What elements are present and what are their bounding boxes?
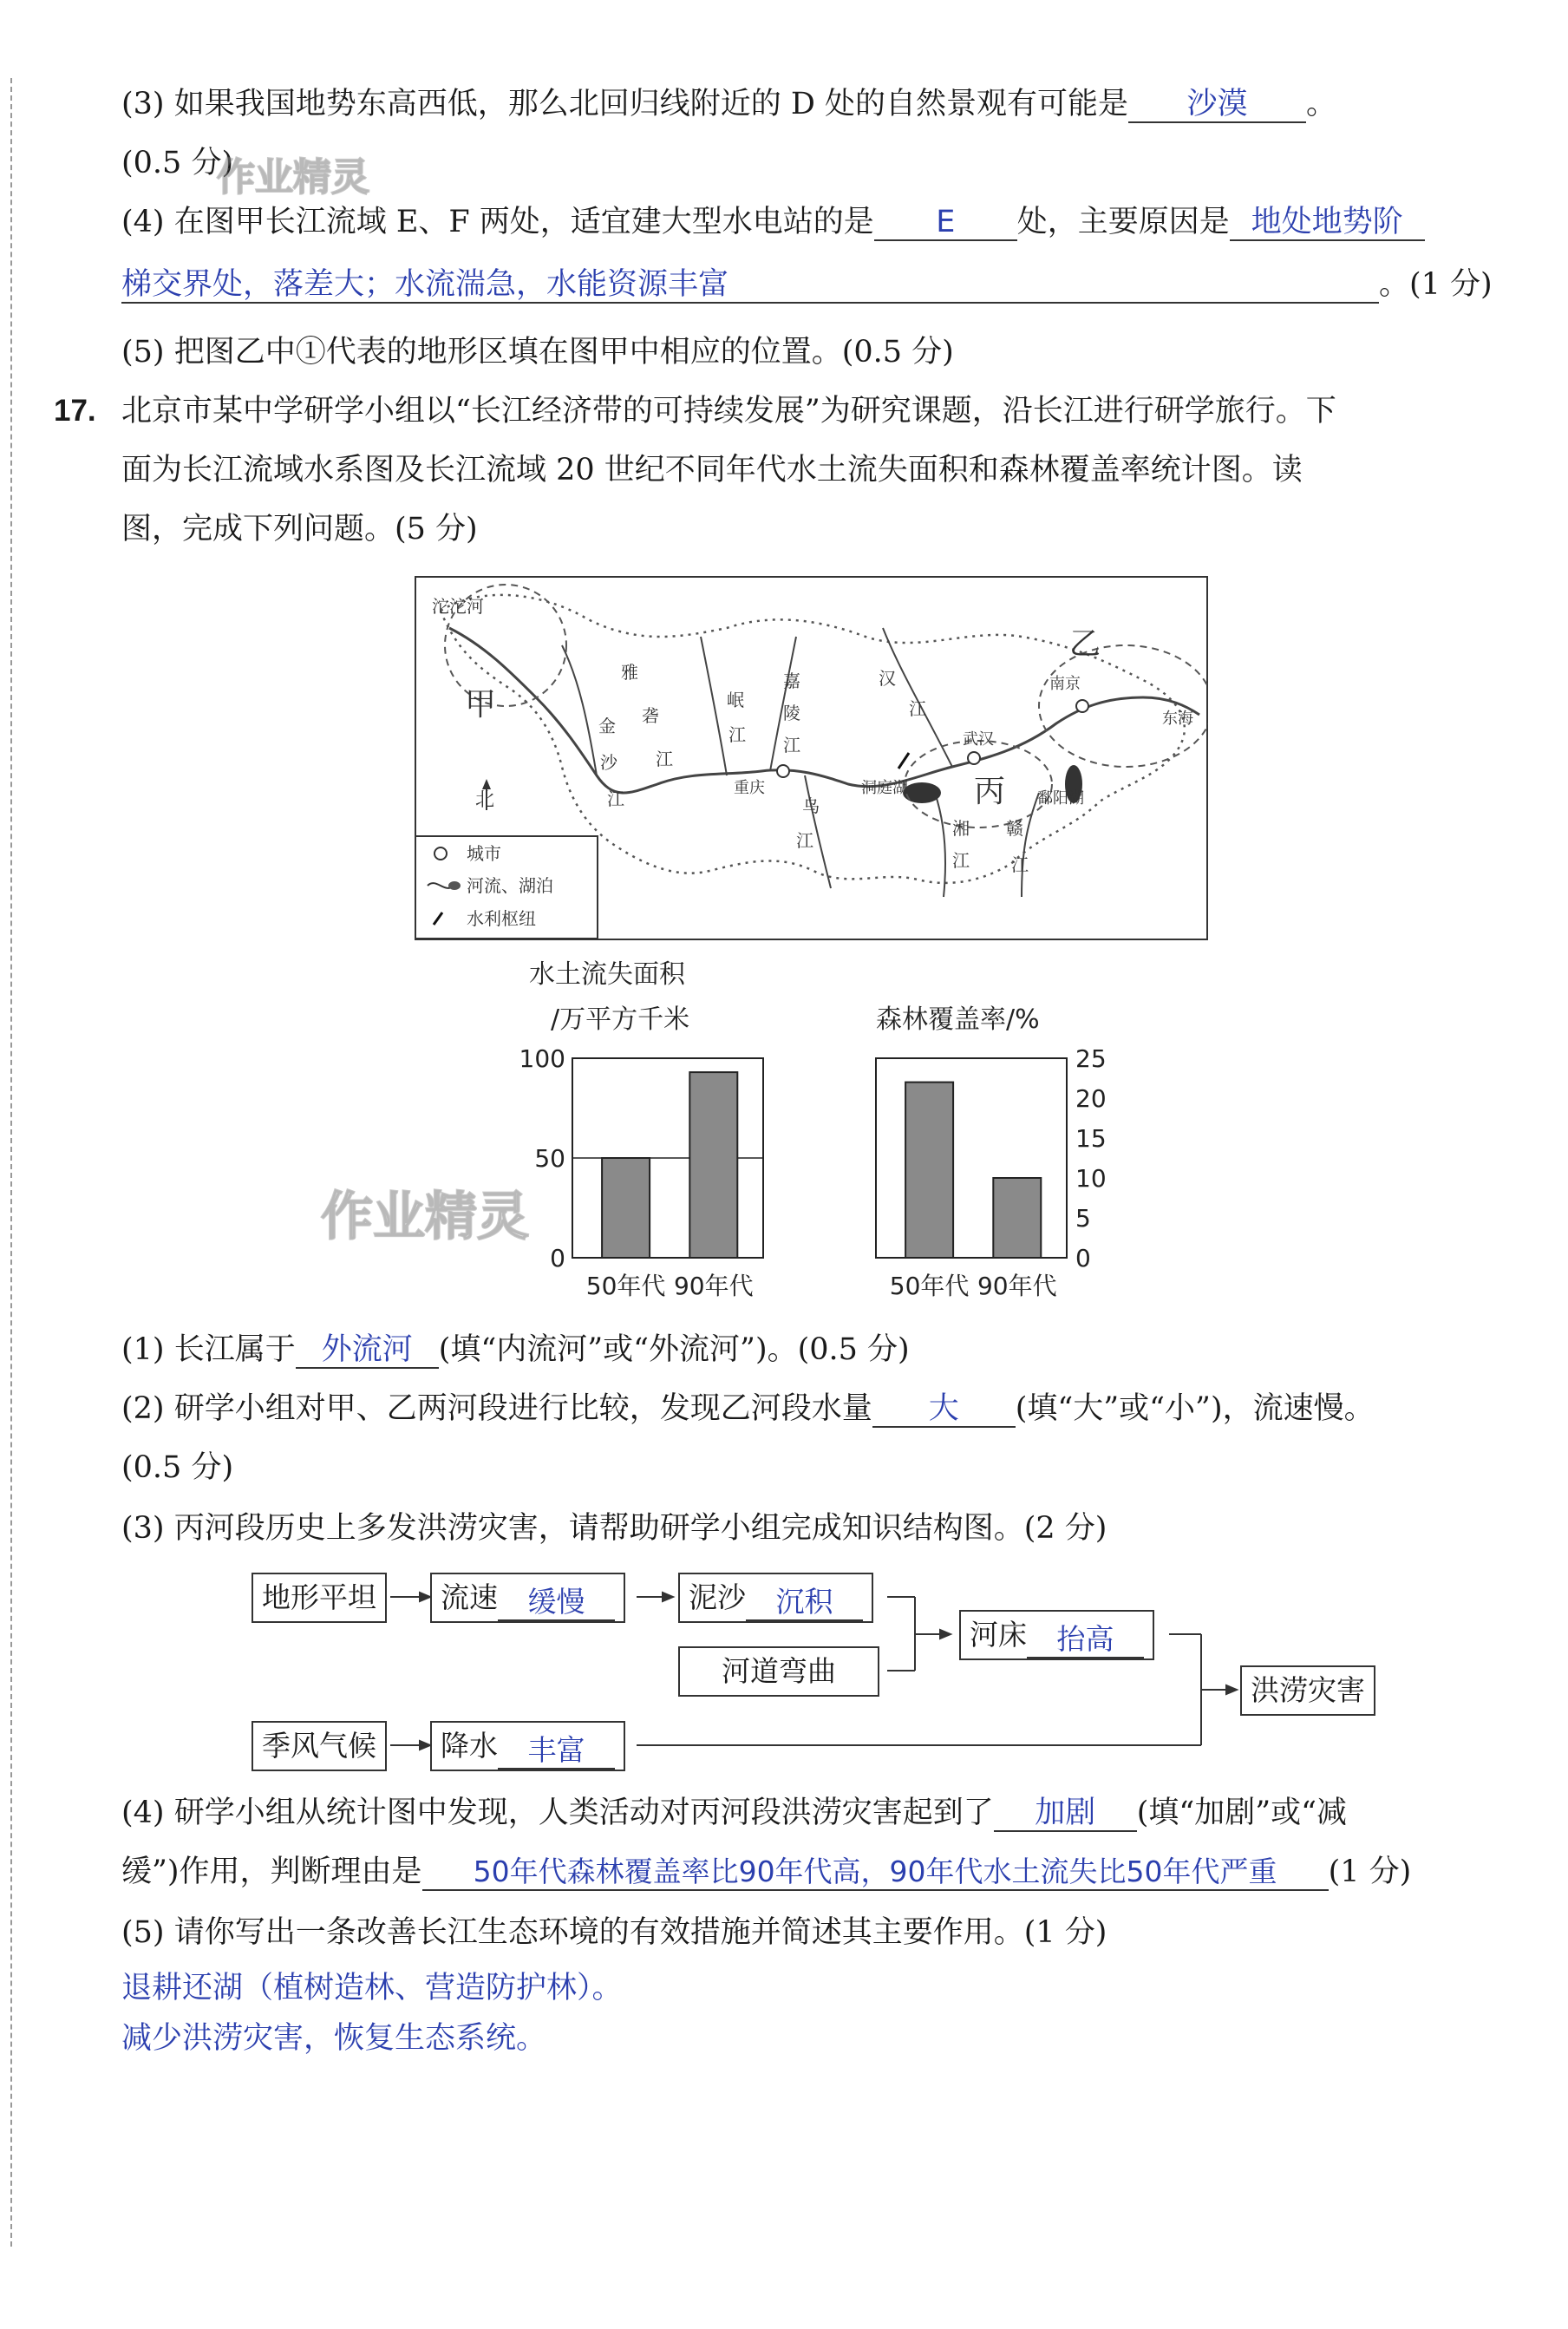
flow-box-rain: 降水 丰富 [430, 1721, 625, 1771]
q16-part4-answer2a: 地处地势阶 [1230, 205, 1425, 241]
svg-text:赣: 赣 [1006, 818, 1023, 839]
chart-tick-label: 20 [1075, 1084, 1107, 1113]
svg-text:江: 江 [783, 735, 800, 756]
q16-part4-line2: 梯交界处，落差大；水流湍急，水能资源丰富 。(1 分) [121, 267, 1493, 302]
q17-part2-answer: 大 [872, 1391, 1016, 1428]
svg-text:沙: 沙 [600, 752, 617, 773]
svg-text:砻: 砻 [642, 705, 659, 726]
q16-part3: (3) 如果我国地势东高西低，那么北回归线附近的 D 处的自然景观有可能是 沙漠 。 [121, 87, 1337, 121]
q17-part4-line2: 缓”)作用，判断理由是 50年代森林覆盖率比90年代高，90年代水土流失比50年代严重 (1 分) [121, 1855, 1412, 1889]
q17-intro-line1: 北京市某中学研学小组以“长江经济带的可持续发展”为研究课题，沿长江进行研学旅行。下 [121, 394, 1336, 429]
chart-tick-label: 0 [1075, 1244, 1091, 1272]
yangtze-basin-map [415, 576, 1208, 940]
flow-box-riverbed: 河床 抬高 [959, 1610, 1154, 1660]
watermark-logo: 作业精灵 [321, 1187, 529, 1247]
chart-title: 森林覆盖率/% [876, 1004, 1040, 1035]
map-label-poyang: 鄱阳湖 [1037, 789, 1084, 808]
chart-tick-label: 25 [1075, 1044, 1107, 1073]
svg-text:汉: 汉 [879, 668, 896, 689]
q17-part1: (1) 长江属于 外流河 (填“内流河”或“外流河”)。(0.5 分) [121, 1332, 910, 1367]
q17-part3: (3) 丙河段历史上多发洪涝灾害，请帮助研学小组完成知识结构图。(2 分) [121, 1511, 1107, 1546]
svg-text:江: 江 [656, 749, 673, 769]
chart-bar [993, 1178, 1041, 1258]
q17-part5-answer-line2: 减少洪涝灾害，恢复生态系统。 [121, 2021, 547, 2056]
q16-part4-answer1: E [874, 205, 1017, 241]
q16-part3-score: (0.5 分) [121, 146, 234, 180]
map-city-nanjing: 南京 [1049, 675, 1081, 693]
svg-text:陵: 陵 [783, 703, 800, 723]
map-label-donghai: 东海 [1162, 710, 1193, 728]
q17-intro-line3: 图，完成下列问题。(5 分) [121, 512, 478, 546]
map-label-bing: 丙 [974, 774, 1006, 809]
svg-text:乌: 乌 [802, 795, 820, 816]
flow-rain-answer: 丰富 [498, 1733, 615, 1770]
map-legend-dam: 水利枢纽 [467, 908, 536, 929]
q17-part4-answer2: 50年代森林覆盖率比90年代高，90年代水土流失比50年代严重 [422, 1855, 1329, 1891]
flow-box-silt: 泥沙 沉积 [678, 1573, 873, 1623]
map-label-dongting: 洞庭湖 [861, 779, 908, 797]
chart-title: 水土流失面积 [529, 959, 685, 990]
map-label-tuotuo: 沱沱河 [432, 596, 484, 617]
chart-category-label: 90年代 [673, 1272, 754, 1300]
chart-tick-label: 10 [1075, 1164, 1107, 1193]
map-label-north: 北 [475, 789, 495, 811]
map-legend-river: 河流、湖泊 [467, 875, 553, 896]
q17-part2-score: (0.5 分) [121, 1450, 234, 1485]
q17-part5: (5) 请你写出一条改善长江生态环境的有效措施并简述其主要作用。(1 分) [121, 1915, 1107, 1950]
flow-box-speed: 流速 缓慢 [430, 1573, 625, 1623]
chart-tick-label: 15 [1075, 1124, 1107, 1153]
svg-text:金: 金 [598, 716, 616, 736]
svg-text:江: 江 [728, 724, 746, 745]
q17-number: 17. [54, 394, 96, 428]
svg-text:岷: 岷 [727, 690, 744, 710]
map-label-jia: 甲 [465, 687, 497, 723]
chart-category-label: 50年代 [585, 1272, 666, 1300]
map-legend-city: 城市 [467, 843, 501, 864]
q17-part4: (4) 研学小组从统计图中发现，人类活动对丙河段洪涝灾害起到了 加剧 (填“加剧”或“减 [121, 1796, 1348, 1830]
q17-part4-answer: 加剧 [994, 1796, 1137, 1832]
map-label-yi: 乙 [1069, 626, 1101, 662]
flow-speed-answer: 缓慢 [498, 1585, 615, 1621]
chart-tick-label: 0 [550, 1244, 565, 1272]
watermark-logo-small: 作业精灵 [217, 155, 369, 200]
flow-riverbed-answer: 抬高 [1027, 1622, 1144, 1658]
chart-bar [905, 1083, 953, 1258]
flow-box-meander: 河道弯曲 [678, 1646, 879, 1697]
flow-box-monsoon: 季风气候 [252, 1721, 387, 1771]
statistics-charts [486, 958, 1145, 1323]
q16-part4: (4) 在图甲长江流域 E、F 两处，适宜建大型水电站的是 E 处，主要原因是 地处地势阶 [121, 203, 1425, 241]
svg-text:江: 江 [796, 830, 813, 851]
q16-part3-answer: 沙漠 [1128, 87, 1306, 123]
q17-part2: (2) 研学小组对甲、乙两河段进行比较，发现乙河段水量 大 (填“大”或“小”)，流速慢。 [121, 1391, 1375, 1426]
chart-bar [602, 1158, 650, 1258]
svg-text:江: 江 [1011, 854, 1029, 875]
flow-box-flood: 洪涝灾害 [1240, 1665, 1375, 1716]
svg-text:江: 江 [607, 788, 624, 809]
chart-bar [689, 1072, 737, 1258]
flow-box-terrain: 地形平坦 [252, 1573, 387, 1623]
svg-text:湘: 湘 [952, 818, 970, 839]
svg-text:江: 江 [952, 850, 970, 871]
chart-tick-label: 100 [519, 1044, 565, 1073]
q16-part4-answer2b: 梯交界处，落差大；水流湍急，水能资源丰富 [121, 267, 1379, 304]
q17-intro-line2: 面为长江流域水系图及长江流域 20 世纪不同年代水土流失面积和森林覆盖率统计图。读 [121, 453, 1303, 487]
chart-category-label: 50年代 [889, 1272, 970, 1300]
q16-part5: (5) 把图乙中①代表的地形区填在图甲中相应的位置。(0.5 分) [121, 335, 954, 370]
page-edge-line [10, 78, 12, 2247]
svg-text:江: 江 [909, 698, 926, 719]
flow-silt-answer: 沉积 [746, 1585, 863, 1621]
chart-tick-label: 5 [1075, 1204, 1091, 1233]
q17-part1-answer: 外流河 [296, 1332, 439, 1369]
svg-text:嘉: 嘉 [783, 671, 800, 691]
q17-part5-answer-line1: 退耕还湖（植树造林、营造防护林）。 [121, 1971, 623, 2005]
chart-category-label: 90年代 [977, 1272, 1057, 1300]
map-city-chongqing: 重庆 [734, 779, 765, 797]
svg-text:雅: 雅 [621, 662, 638, 683]
chart-tick-label: 50 [534, 1144, 565, 1173]
map-city-wuhan: 武汉 [963, 730, 994, 749]
chart-ylabel: /万平方千米 [551, 1004, 690, 1035]
